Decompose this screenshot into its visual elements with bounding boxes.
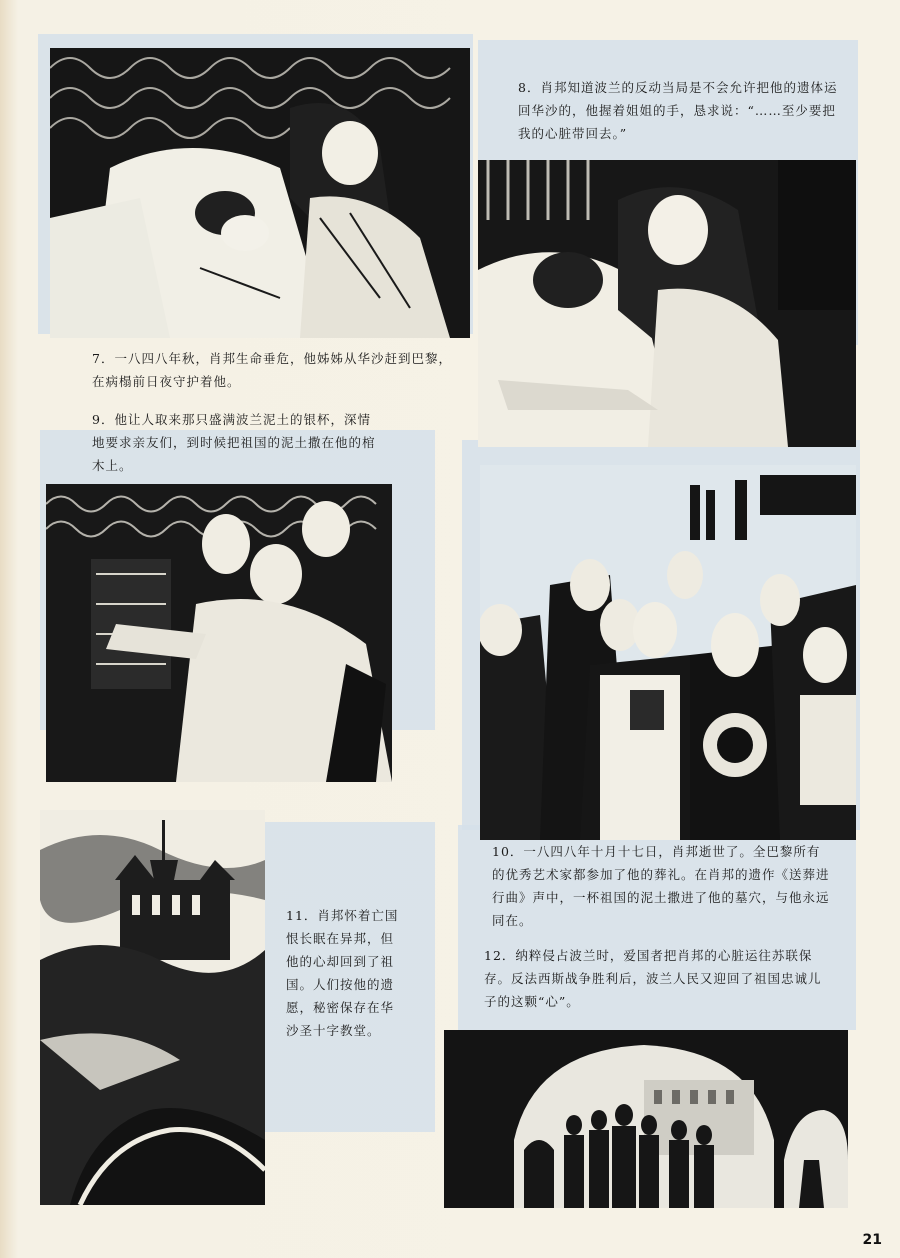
panel-12-illustration bbox=[444, 1030, 848, 1208]
caption-9: 9．他让人取来那只盛满波兰泥土的银杯，深情地要求亲友们，到时候把祖国的泥土撒在他的棺木上。 bbox=[92, 412, 376, 473]
caption-12: 12．纳粹侵占波兰时，爱国者把肖邦的心脏运往苏联保存。反法西斯战争胜利后，波兰人民又迎回了祖国忠诚儿子的这颗“心”。 bbox=[484, 948, 822, 1009]
panel-11-illustration bbox=[40, 810, 265, 1205]
panel-10-illustration bbox=[480, 465, 856, 840]
panel-7-illustration bbox=[50, 48, 470, 338]
panel-8-illustration bbox=[478, 160, 856, 447]
panel-9-illustration bbox=[46, 484, 392, 782]
caption-11: 11．肖邦怀着亡国恨长眠在异邦，但他的心却回到了祖国。人们按他的遗愿，秘密保存在华沙圣十字教堂。 bbox=[286, 908, 399, 1038]
caption-10: 10．一八四八年十月十七日，肖邦逝世了。全巴黎所有的优秀艺术家都参加了他的葬礼。在肖邦的遗作《送葬进行曲》声中，一杯祖国的泥土撒进了他的墓穴，与他永远同在。 bbox=[492, 844, 830, 928]
caption-7: 7．一八四八年秋，肖邦生命垂危，他姊姊从华沙赶到巴黎，在病榻前日夜守护着他。 bbox=[92, 351, 452, 389]
page-number: 21 bbox=[862, 1232, 882, 1248]
caption-8: 8．肖邦知道波兰的反动当局是不会允许把他的遗体运回华沙的，他握着姐姐的手，恳求说：“……至少要把我的心脏带回去。” bbox=[518, 80, 838, 141]
